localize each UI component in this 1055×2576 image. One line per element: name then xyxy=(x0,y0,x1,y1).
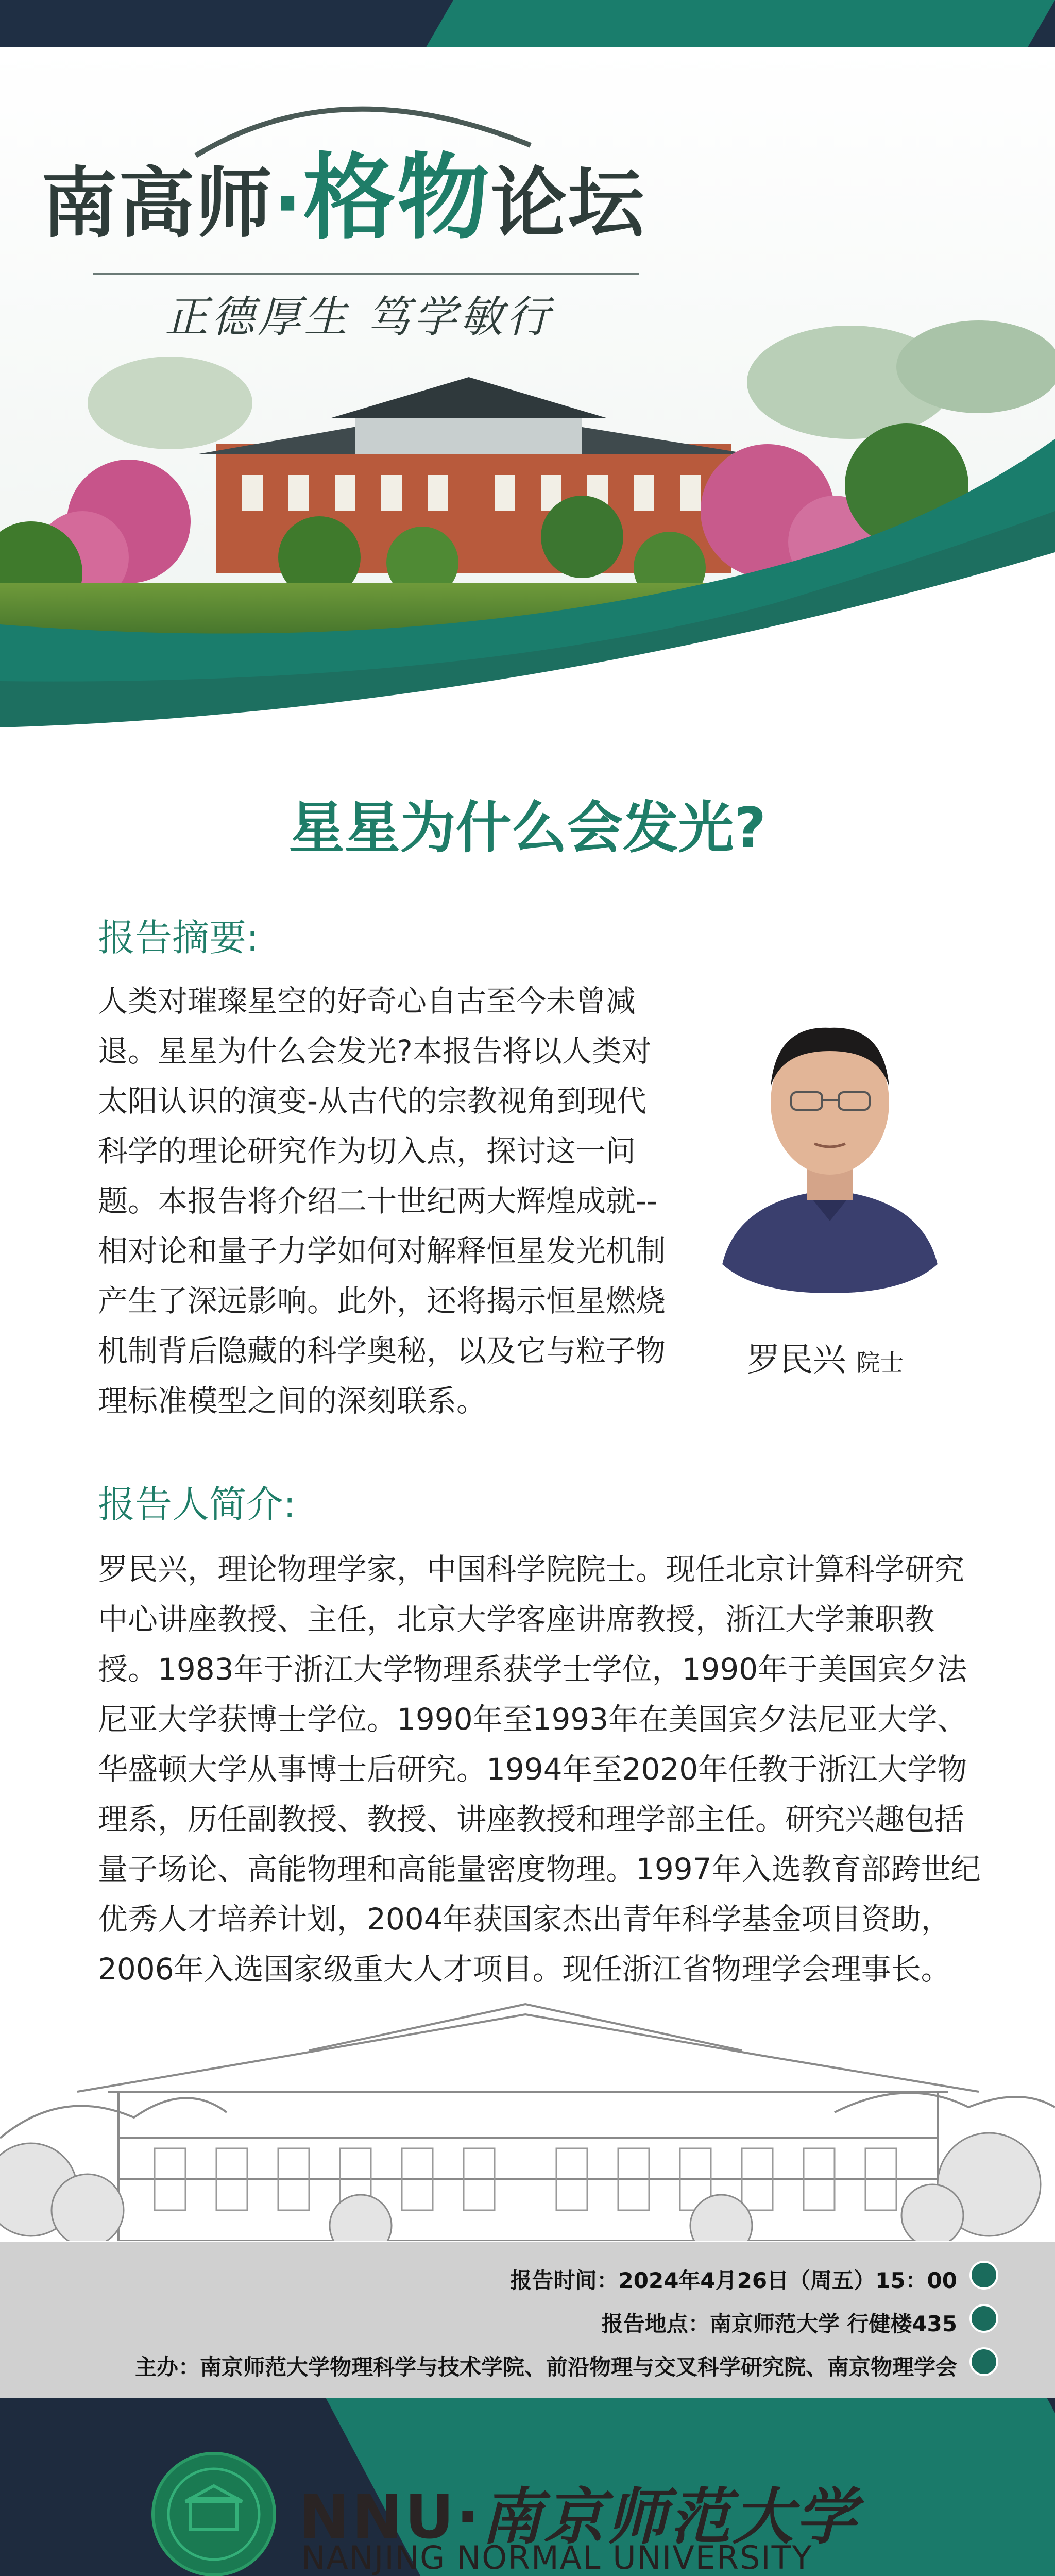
speaker-name-block xyxy=(747,1333,904,1381)
university-cn-name: 南京师范大学 xyxy=(481,2481,859,2552)
motto: 正德厚生 笃学敏行 xyxy=(165,292,553,342)
forum-title-dot: · xyxy=(273,159,303,248)
event-location: 报告地点：南京师范大学 行健楼435 xyxy=(601,2311,957,2336)
forum-title xyxy=(41,124,645,257)
speaker-heading: 报告人简介: xyxy=(98,1483,296,1526)
forum-title-part3: 论坛 xyxy=(490,159,645,248)
speaker-bio: 罗民兴，理论物理学家，中国科学院院士。现任北京计算科学研究中心讲座教授、主任，北京大学客座讲席教授，浙江大学兼职教授。1983年于浙江大学物理系获学士学位，1990年于美国宾夕法尼亚大学获博士学位。1990年至1993年在美国宾夕法尼亚大学、华盛顿大学从事博士后研究。1994年至2020年任教于浙江大学物理系，历任副教授、教授、讲座教授和理学部主任。研究兴趣包括量子场论、高能物理和高能量密度物理。1997年入选教育部跨世纪优秀人才培养计划，2004年获国家杰出青年科学基金项目资助，2006年入选国家级重大人才项目。现任浙江省物理学会理事长。 xyxy=(98,1552,981,1987)
event-host: 主办：南京师范大学物理科学与技术学院、前沿物理与交叉科学研究院、南京物理学会 xyxy=(134,2354,957,2380)
abstract-heading: 报告摘要: xyxy=(98,916,259,959)
event-host-bullet-icon xyxy=(969,2347,998,2376)
wordmark-dot: · xyxy=(456,2481,482,2552)
speaker-photo xyxy=(699,979,961,1293)
university-en-name: NANJING NORMAL UNIVERSITY xyxy=(301,2539,813,2576)
nnu-abbrev: NNU xyxy=(299,2481,456,2552)
abstract-text: 人类对璀璨星空的好奇心自古至今未曾减退。星星为什么会发光?本报告将以人类对太阳认识的演变-从古代的宗教视角到现代科学的理论研究作为切入点，探讨这一问题。本报告将介绍二十世纪两大辉煌成就--相对论和量子力学如何对解释恒星发光机制产生了深远影响。此外，还将揭示恒星燃烧机制背后隐藏的科学奥秘，以及它与粒子物理标准模型之间的深刻联系。 xyxy=(98,984,666,1418)
talk-title: 星星为什么会发光? xyxy=(288,796,767,860)
event-time-bullet-icon xyxy=(969,2261,998,2290)
forum-title-part2: 格物 xyxy=(303,143,491,252)
building-sketch xyxy=(0,1984,1055,2241)
university-seal-icon xyxy=(149,2450,278,2576)
event-time: 报告时间：2024年4月26日（周五）15：00 xyxy=(510,2268,957,2293)
event-location-bullet-icon xyxy=(969,2304,998,2333)
event-info-band xyxy=(0,2242,1055,2398)
speaker-title: 院士 xyxy=(856,1349,904,1377)
forum-title-part1: 南高师 xyxy=(41,159,273,248)
speaker-name: 罗民兴 xyxy=(747,1341,846,1379)
top-bar xyxy=(0,0,1055,47)
